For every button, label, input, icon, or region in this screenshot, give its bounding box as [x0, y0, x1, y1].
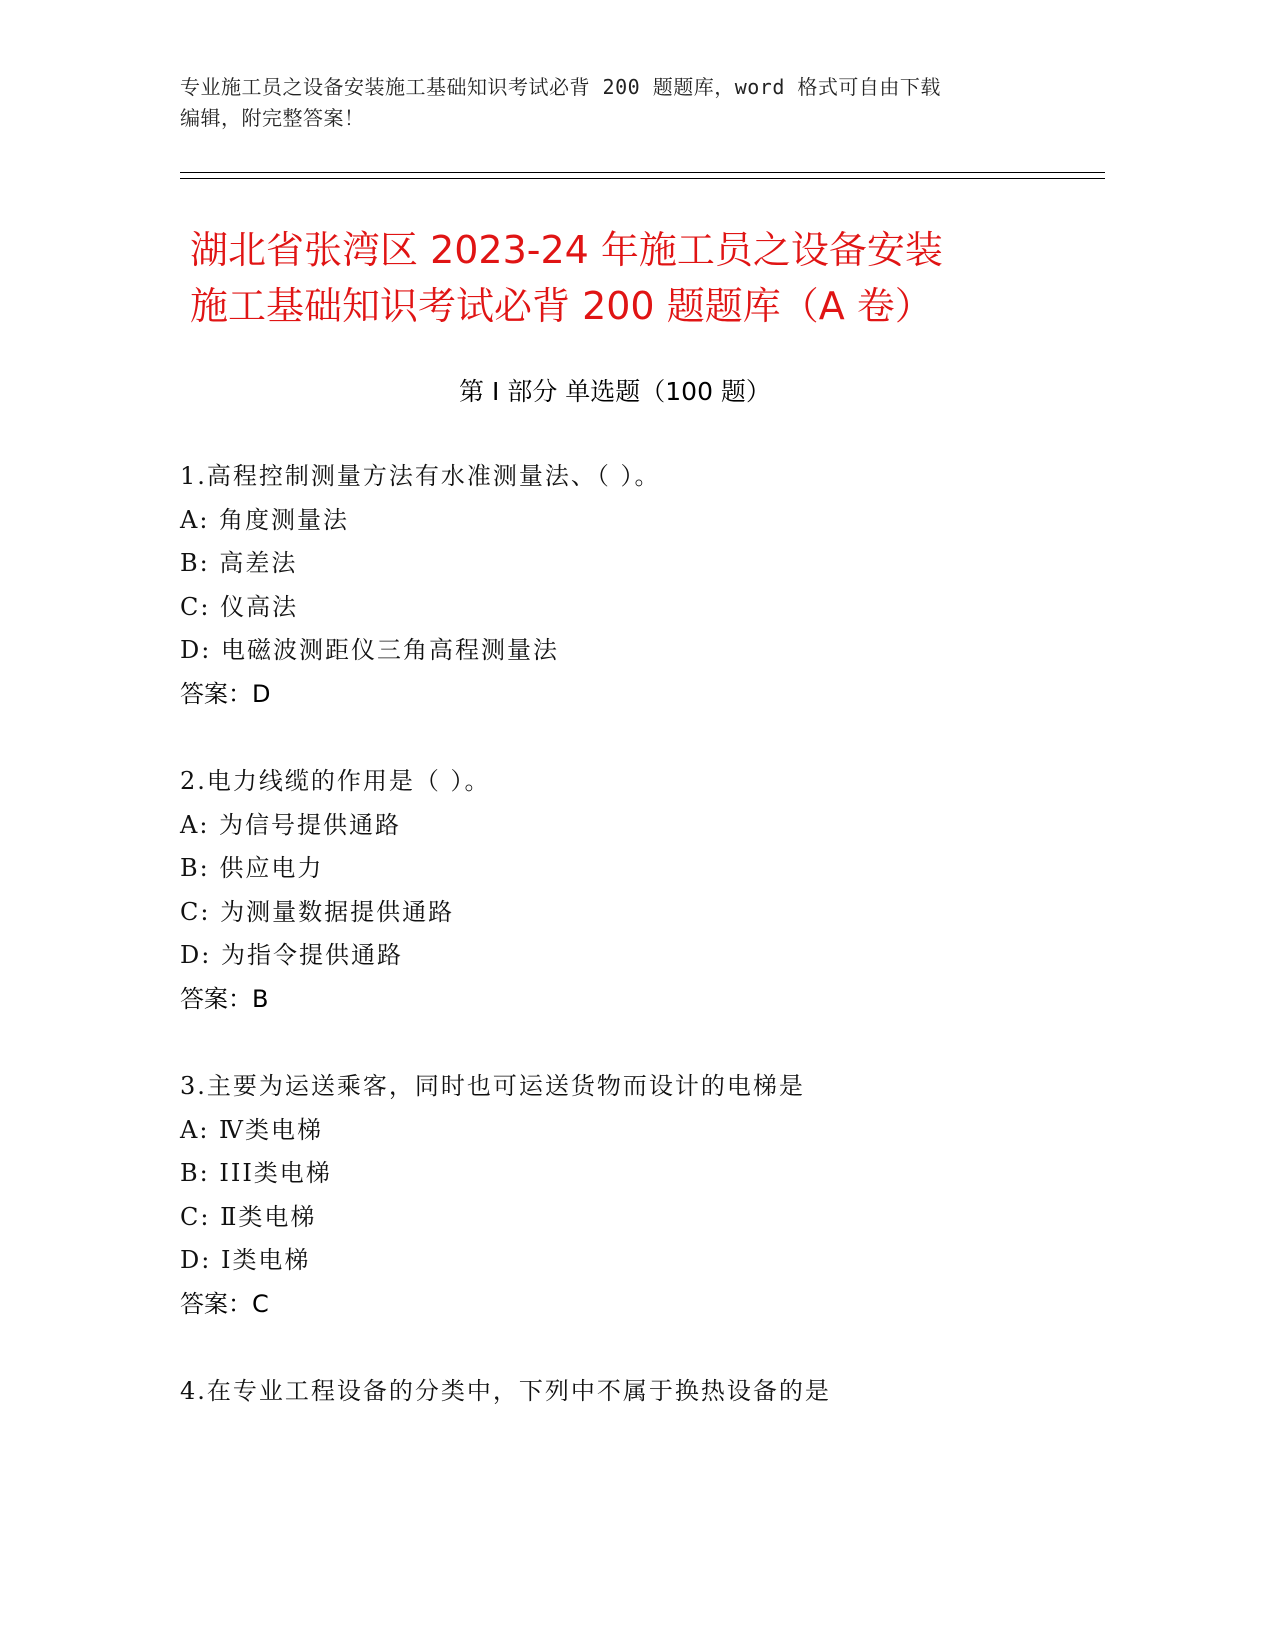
option-d: D: 电磁波测距仪三角高程测量法	[180, 636, 559, 664]
option-c: C: Ⅱ类电梯	[180, 1202, 317, 1231]
header-divider-top	[180, 172, 1105, 173]
option-b: B: 供应电力	[180, 854, 324, 882]
question-4	[180, 1370, 1110, 1414]
option-d: D: Ⅰ类电梯	[180, 1246, 311, 1274]
header-note-line1: 专业施工员之设备安装施工基础知识考试必背 200 题题库，word 格式可自由下载	[180, 75, 941, 99]
answer-label: 答案：B	[180, 984, 269, 1013]
header-note-line2: 编辑，附完整答案！	[180, 106, 365, 130]
header-note	[180, 72, 1040, 134]
answer-label: 答案：D	[180, 679, 271, 708]
question-2	[180, 760, 1110, 1021]
header-divider-bottom	[180, 178, 1105, 179]
option-a: A: 为信号提供通路	[180, 810, 402, 839]
section-title: 第 I 部分 单选题（100 题）	[459, 377, 771, 406]
option-b: B: III类电梯	[180, 1159, 332, 1187]
question-stem: 1.高程控制测量方法有水准测量法、（ ）。	[180, 462, 661, 490]
question-list	[180, 455, 1110, 1458]
option-c: C: 仪高法	[180, 592, 299, 621]
option-d: D: 为指令提供通路	[180, 941, 403, 969]
document-title	[190, 222, 1090, 334]
question-3	[180, 1065, 1110, 1326]
question-stem: 4.在专业工程设备的分类中，下列中不属于换热设备的是	[180, 1377, 831, 1405]
document-title-line1: 湖北省张湾区 2023-24 年施工员之设备安装	[190, 228, 943, 272]
option-a: A: Ⅳ类电梯	[180, 1115, 324, 1144]
document-title-line2: 施工基础知识考试必背 200 题题库（A 卷）	[190, 284, 933, 328]
answer-label: 答案：C	[180, 1289, 269, 1318]
question-1	[180, 455, 1110, 716]
option-b: B: 高差法	[180, 549, 298, 577]
question-stem: 3.主要为运送乘客，同时也可运送货物而设计的电梯是	[180, 1072, 805, 1100]
option-a: A: 角度测量法	[180, 505, 350, 534]
option-c: C: 为测量数据提供通路	[180, 897, 455, 926]
question-stem: 2.电力线缆的作用是（ ）。	[180, 767, 491, 795]
